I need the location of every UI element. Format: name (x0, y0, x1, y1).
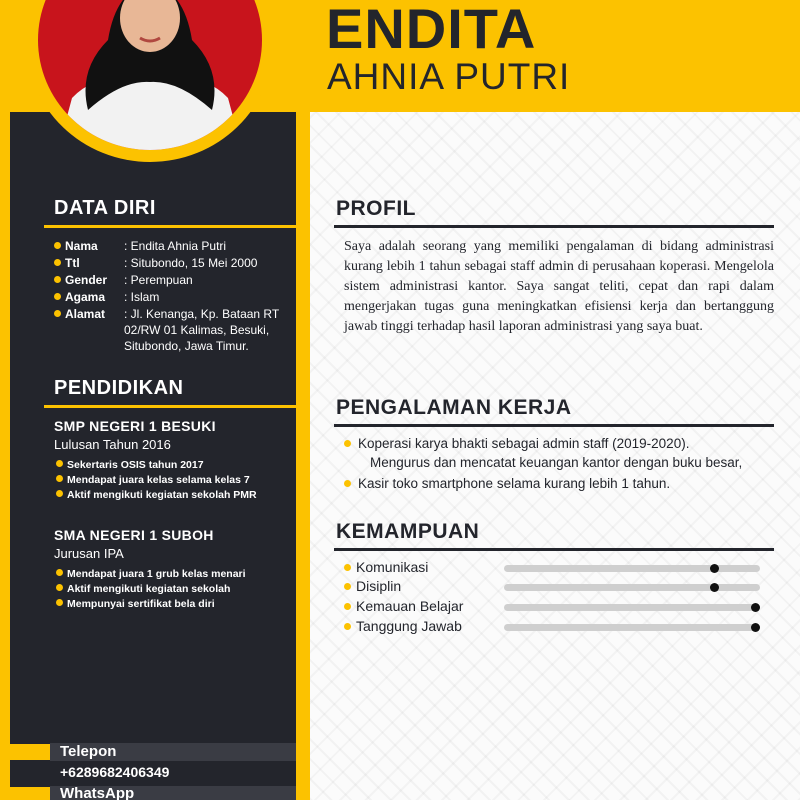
skill-level-marker (751, 603, 760, 612)
skill-level-bar (504, 604, 760, 611)
skill-name: Kemauan Belajar (356, 598, 464, 614)
profil-text: Saya adalah seorang yang memiliki pengalaman di bidang administrasi kurang lebih 1 tahun sebagai staff admin di perusahaan koperasi. Mengelola sistem administrasi kantor. Saya sangat teliti, cepat dan rapi dalam mengerjakan tugas guna meningkatkan efisiensi kerja dan bertanggung jawab tinggi terhadap hasil laporan administrasi yang saya buat. (344, 239, 774, 334)
bullet-dot-icon (56, 584, 63, 591)
school-achievement-list (56, 567, 246, 612)
list-item: Mempunyai sertifikat bela diri (56, 597, 246, 612)
data-diri-row-ttl: Ttl : Situbondo, 15 Mei 2000 (54, 255, 123, 271)
data-diri-row-alamat: Alamat : Jl. Kenanga, Kp. Bataan RT 02/RW 01 Kalimas, Besuki, Situbondo, Jawa Timur. (54, 306, 123, 322)
contact-phone-marker (10, 744, 50, 760)
skill-name: Komunikasi (356, 559, 429, 575)
list-item: Aktif mengikuti kegiatan sekolah (56, 582, 246, 597)
left-accent-strip (0, 0, 10, 800)
school-name: SMP NEGERI 1 BESUKI (54, 418, 216, 434)
bullet-dot-icon (56, 569, 63, 576)
school-sub: Lulusan Tahun 2016 (54, 437, 171, 452)
first-name: ENDITA (326, 0, 537, 60)
skill-row (344, 578, 764, 598)
bullet-dot-icon (54, 276, 61, 283)
skill-level-bar (504, 584, 760, 591)
skill-level-marker (710, 564, 719, 573)
list-item: Mendapat juara 1 grub kelas menari (56, 567, 246, 582)
bullet-dot-icon (344, 440, 351, 447)
data-diri-row-agama: Agama : Islam (54, 289, 123, 305)
school-sub: Jurusan IPA (54, 546, 124, 561)
sidebar-divider-stripe (296, 112, 310, 800)
work-experience-list (344, 434, 778, 495)
bullet-dot-icon (56, 460, 63, 467)
skill-level-bar (504, 565, 760, 572)
contact-whatsapp-marker (10, 787, 50, 800)
list-item: Kasir toko smartphone selama kurang lebih 1 tahun. (344, 474, 778, 493)
phone-label: Telepon (60, 743, 117, 760)
bullet-dot-icon (54, 259, 61, 266)
last-name: AHNIA PUTRI (327, 56, 571, 97)
kemampuan-rule (334, 548, 774, 551)
whatsapp-label: WhatsApp (60, 785, 135, 800)
bullet-dot-icon (344, 480, 351, 487)
profile-photo (38, 0, 262, 150)
list-item: Mendapat juara kelas selama kelas 7 (56, 473, 257, 488)
skill-name: Tanggung Jawab (356, 618, 462, 634)
skill-row (344, 559, 764, 579)
pendidikan-heading: PENDIDIKAN (54, 377, 184, 399)
list-item: Koperasi karya bhakti sebagai admin staff (2019-2020). Mengurus dan mencatat keuangan kantor dengan buku besar, (344, 434, 778, 472)
skill-level-marker (710, 583, 719, 592)
profil-heading: PROFIL (336, 197, 416, 220)
bullet-dot-icon (54, 242, 61, 249)
skill-row (344, 618, 764, 638)
skill-row (344, 598, 764, 618)
data-diri-row-gender: Gender : Perempuan (54, 272, 123, 288)
bullet-dot-icon (344, 623, 351, 630)
bullet-dot-icon (56, 490, 63, 497)
phone-value[interactable]: +6289682406349 (60, 764, 170, 780)
school-name: SMA NEGERI 1 SUBOH (54, 527, 214, 543)
data-diri-rule (44, 225, 296, 228)
data-diri-heading: DATA DIRI (54, 197, 156, 219)
list-item: Aktif mengikuti kegiatan sekolah PMR (56, 488, 257, 503)
school-achievement-list (56, 458, 257, 503)
skill-name: Disiplin (356, 578, 402, 594)
list-item: Sekertaris OSIS tahun 2017 (56, 458, 257, 473)
bullet-dot-icon (54, 310, 61, 317)
pengalaman-heading: PENGALAMAN KERJA (336, 396, 572, 419)
pengalaman-rule (334, 424, 774, 427)
profil-rule (334, 225, 774, 228)
data-diri-row-nama: Nama : Endita Ahnia Putri (54, 238, 123, 254)
kemampuan-heading: KEMAMPUAN (336, 520, 480, 543)
skill-level-bar (504, 624, 760, 631)
bullet-dot-icon (56, 599, 63, 606)
bullet-dot-icon (56, 475, 63, 482)
bullet-dot-icon (344, 603, 351, 610)
pendidikan-rule (44, 405, 296, 408)
bullet-dot-icon (344, 564, 351, 571)
skill-level-marker (751, 623, 760, 632)
portrait-illustration (38, 0, 262, 150)
bullet-dot-icon (344, 583, 351, 590)
bullet-dot-icon (54, 293, 61, 300)
